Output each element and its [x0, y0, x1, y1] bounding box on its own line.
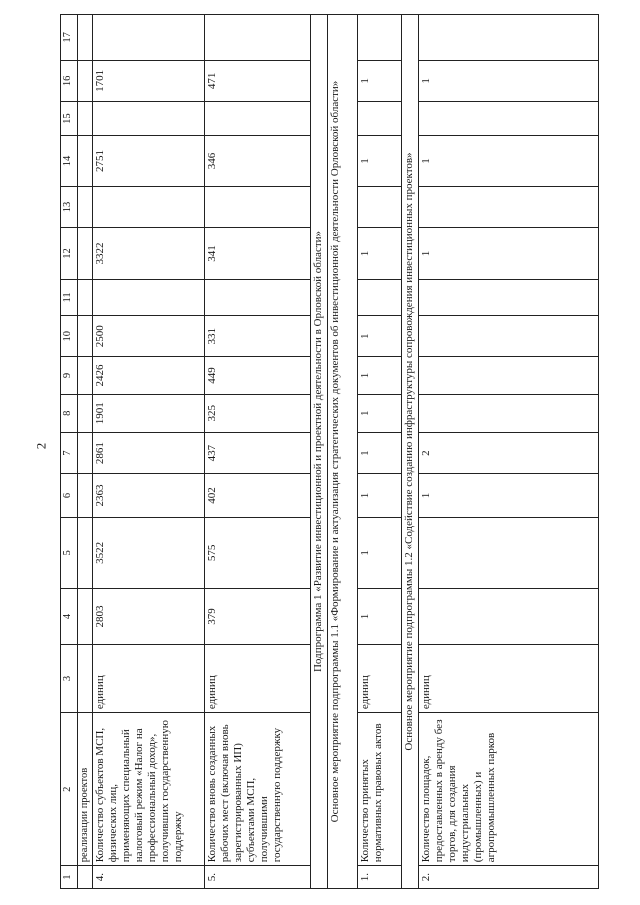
value-cell: [419, 15, 599, 61]
section-row: [311, 15, 328, 889]
indicator-name: Количество принятых нормативных правовых актов: [358, 713, 402, 866]
row-number: 2.: [419, 866, 599, 889]
col-header: 15: [61, 102, 78, 136]
col-header: 14: [61, 136, 78, 187]
value-cell: [419, 316, 599, 357]
col-header: 9: [61, 357, 78, 394]
unit-cell: единиц: [419, 644, 599, 712]
value-cell: 2363: [93, 474, 205, 517]
value-cell: [419, 589, 599, 645]
value-cell: 346: [205, 136, 311, 187]
col-header: 8: [61, 394, 78, 432]
value-cell: 1: [419, 474, 599, 517]
value-cell: [78, 228, 93, 280]
value-cell: 3322: [93, 228, 205, 280]
value-cell: [78, 316, 93, 357]
value-cell: [78, 357, 93, 394]
table-row: [205, 15, 311, 889]
value-cell: [78, 102, 93, 136]
value-cell: 2426: [93, 357, 205, 394]
value-cell: [78, 15, 93, 61]
table-row: [358, 15, 402, 889]
value-cell: 379: [205, 589, 311, 645]
value-cell: [205, 186, 311, 227]
value-cell: 341: [205, 228, 311, 280]
value-cell: [93, 279, 205, 315]
value-cell: 1: [358, 60, 402, 101]
value-cell: 1: [358, 517, 402, 588]
table-row: [419, 15, 599, 889]
value-cell: 471: [205, 60, 311, 101]
value-cell: 1: [419, 136, 599, 187]
value-cell: 1701: [93, 60, 205, 101]
col-header: 10: [61, 316, 78, 357]
value-cell: 1901: [93, 394, 205, 432]
col-header: 1: [61, 866, 78, 889]
value-cell: [419, 186, 599, 227]
value-cell: [358, 279, 402, 315]
col-header: 5: [61, 517, 78, 588]
value-cell: [93, 186, 205, 227]
page-number: 2: [33, 442, 49, 450]
value-cell: 449: [205, 357, 311, 394]
value-cell: 1: [358, 432, 402, 473]
value-cell: [419, 102, 599, 136]
value-cell: [78, 589, 93, 645]
continuation-row: [78, 15, 93, 889]
indicator-name: Количество площадок, предоставленных в аренду без торгов, для создания индустриальных (промышленных) и агропромышленных парков: [419, 713, 599, 866]
value-cell: 1: [358, 474, 402, 517]
col-header: 16: [61, 60, 78, 101]
col-header: 4: [61, 589, 78, 645]
value-cell: 1: [358, 589, 402, 645]
section-title: Основное мероприятие подпрограммы 1.2 «Содействие созданию инфраструктуры сопровождения инвестиционных проектов»: [402, 15, 419, 889]
row-number: 1.: [358, 866, 402, 889]
value-cell: 1: [358, 316, 402, 357]
col-header: 11: [61, 279, 78, 315]
value-cell: [358, 186, 402, 227]
col-header: 2: [61, 713, 78, 866]
value-cell: 331: [205, 316, 311, 357]
value-cell: 1: [419, 228, 599, 280]
table-row: [93, 15, 205, 889]
value-cell: 1: [358, 228, 402, 280]
value-cell: [78, 136, 93, 187]
value-cell: [205, 102, 311, 136]
value-cell: [419, 357, 599, 394]
value-cell: [78, 279, 93, 315]
header-row: [61, 15, 78, 889]
unit-cell: единиц: [205, 644, 311, 712]
row-number: 4.: [93, 866, 205, 889]
value-cell: [358, 15, 402, 61]
value-cell: 402: [205, 474, 311, 517]
value-cell: 2751: [93, 136, 205, 187]
section-title: Подпрограмма 1 «Развитие инвестиционной и проектной деятельности в Орловской области»: [311, 15, 328, 889]
value-cell: [419, 394, 599, 432]
section-row: [328, 15, 358, 889]
indicator-name: Количество субъектов МСП, физических лиц, применяющих специальный налоговый режим «Налог на профессиональный доход», получивших государственную поддержку: [93, 713, 205, 866]
value-cell: [78, 432, 93, 473]
value-cell: [78, 644, 93, 712]
col-header: 3: [61, 644, 78, 712]
value-cell: [205, 15, 311, 61]
col-header: 12: [61, 228, 78, 280]
section-row: [402, 15, 419, 889]
value-cell: 2500: [93, 316, 205, 357]
value-cell: 1: [358, 394, 402, 432]
value-cell: 1: [358, 136, 402, 187]
indicator-name: реализации проектов: [78, 713, 93, 866]
value-cell: [358, 102, 402, 136]
value-cell: [419, 279, 599, 315]
value-cell: 437: [205, 432, 311, 473]
col-header: 6: [61, 474, 78, 517]
col-header: 17: [61, 15, 78, 61]
value-cell: 325: [205, 394, 311, 432]
row-number: 5.: [205, 866, 311, 889]
value-cell: 1: [419, 60, 599, 101]
col-header: 7: [61, 432, 78, 473]
value-cell: 575: [205, 517, 311, 588]
row-number: [78, 866, 93, 889]
value-cell: 1: [358, 357, 402, 394]
value-cell: 2861: [93, 432, 205, 473]
value-cell: [78, 186, 93, 227]
value-cell: [78, 394, 93, 432]
rotated-page: [60, 14, 615, 889]
indicator-name: Количество вновь созданных рабочих мест (включая вновь зарегистрированных ИП) субъектами МСП, получившими государственную поддержку: [205, 713, 311, 866]
value-cell: [78, 474, 93, 517]
value-cell: 3522: [93, 517, 205, 588]
value-cell: [419, 517, 599, 588]
value-cell: 2: [419, 432, 599, 473]
col-header: 13: [61, 186, 78, 227]
indicator-table: [60, 14, 599, 889]
value-cell: [93, 102, 205, 136]
value-cell: [205, 279, 311, 315]
value-cell: [78, 60, 93, 101]
unit-cell: единиц: [358, 644, 402, 712]
value-cell: [93, 15, 205, 61]
section-title: Основное мероприятие подпрограммы 1.1 «Формирование и актуализация стратегических документов об инвестиционной деятельности Орловской области»: [328, 15, 358, 889]
value-cell: 2803: [93, 589, 205, 645]
value-cell: [78, 517, 93, 588]
unit-cell: единиц: [93, 644, 205, 712]
